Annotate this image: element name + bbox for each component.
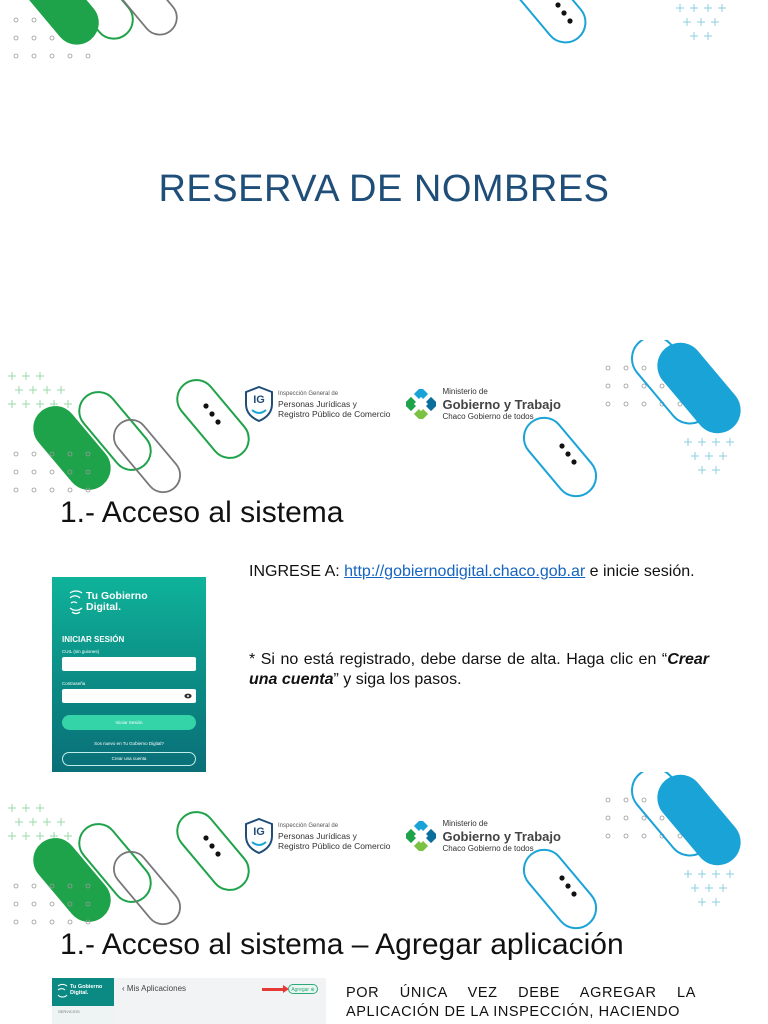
ministerio-text [442,387,560,422]
slide-agregar-aplicacion [0,772,768,1024]
registration-note [249,650,709,690]
ig-line1: Inspección General de [278,823,339,829]
app-sidebar [52,978,114,1024]
ig-badge-text: IG [253,826,265,838]
ministerio-logo [406,819,560,854]
app-logo-line2: Digital. [70,990,89,996]
intro-prefix: INGRESE A: [249,563,345,580]
add-app-button[interactable]: Agregar ⊕ [288,984,318,994]
top-right-decoration-icon [500,0,768,70]
red-arrow-icon [262,988,284,991]
ig-badge-text: IG [253,394,265,406]
apps-screenshot [52,978,326,1024]
cuil-label: CUIL (sin guiones) [62,649,100,654]
min-line2: Gobierno y Trabajo [442,828,561,844]
cuil-input[interactable] [62,657,196,671]
login-button[interactable]: Iniciar Sesión [62,715,196,730]
ig-badge-icon [244,386,274,422]
ministerio-logo [406,387,560,422]
password-label: Contraseña [62,681,86,686]
ig-line3: Registro Público de Comercio [278,841,391,851]
login-heading: INICIAR SESIÓN [62,635,125,644]
services-label: SERVICIOS [52,1006,114,1024]
min-line3: Chaco Gobierno de todos [442,843,534,853]
ig-logo [244,818,390,854]
ig-line2: Personas Jurídicas y [278,399,357,409]
eye-icon[interactable] [184,693,192,699]
password-input[interactable] [62,689,196,703]
note-emphasis: Crear una cuenta [249,651,709,688]
slide-acceso [0,340,768,772]
min-line3: Chaco Gobierno de todos [442,411,534,421]
fingerprint-icon [68,589,84,615]
ig-badge-icon [244,818,274,854]
institution-logos [244,382,594,426]
create-account-button[interactable]: Crear una cuenta [62,752,196,766]
login-logo-line2: Digital. [86,601,122,613]
note-prefix: * Si no está registrado, debe darse de alta. Haga clic en “ [249,651,668,668]
login-logo [86,591,148,613]
min-line2: Gobierno y Trabajo [442,396,561,412]
fingerprint-icon [57,983,68,999]
section-title: 1.- Acceso al sistema – Agregar aplicación [60,928,624,961]
section-title: 1.- Acceso al sistema [60,496,344,529]
ig-line1: Inspección General de [278,391,339,397]
top-left-decoration-icon [0,0,200,70]
ig-line3: Registro Público de Comercio [278,409,391,419]
ig-text [278,389,390,419]
min-line1: Ministerio de [442,386,488,396]
app-logo [70,984,102,996]
institution-logos [244,814,594,858]
my-apps-breadcrumb[interactable]: ‹ Mis Aplicaciones [122,984,187,993]
left-decoration-icon [0,340,250,500]
new-user-text: Sos nuevo en Tu Gobierno Digital? [94,741,164,746]
login-screenshot [52,577,206,772]
ig-text [278,821,390,851]
access-instructions [249,562,709,582]
presentation-title: RESERVA DE NOMBRES [158,168,610,210]
min-line1: Ministerio de [442,818,488,828]
app-logo-line1: Tu Gobierno [70,984,103,990]
add-app-instructions: POR ÚNICA VEZ DEBE AGREGAR LA APLICACIÓN DE LA INSPECCIÓN, HACIENDO [346,985,696,1020]
ministerio-text [442,819,560,854]
left-decoration-icon [0,772,250,932]
login-logo-line1: Tu Gobierno [86,590,148,602]
note-suffix: ” y siga los pasos. [333,671,462,688]
slide-title [0,0,768,340]
intro-suffix: e inicie sesión. [585,563,695,580]
ministerio-cross-icon [406,821,436,851]
ministerio-cross-icon [406,389,436,419]
gobierno-digital-link[interactable]: http://gobiernodigital.chaco.gob.ar [344,563,586,580]
ig-line2: Personas Jurídicas y [278,831,357,841]
ig-logo [244,386,390,422]
